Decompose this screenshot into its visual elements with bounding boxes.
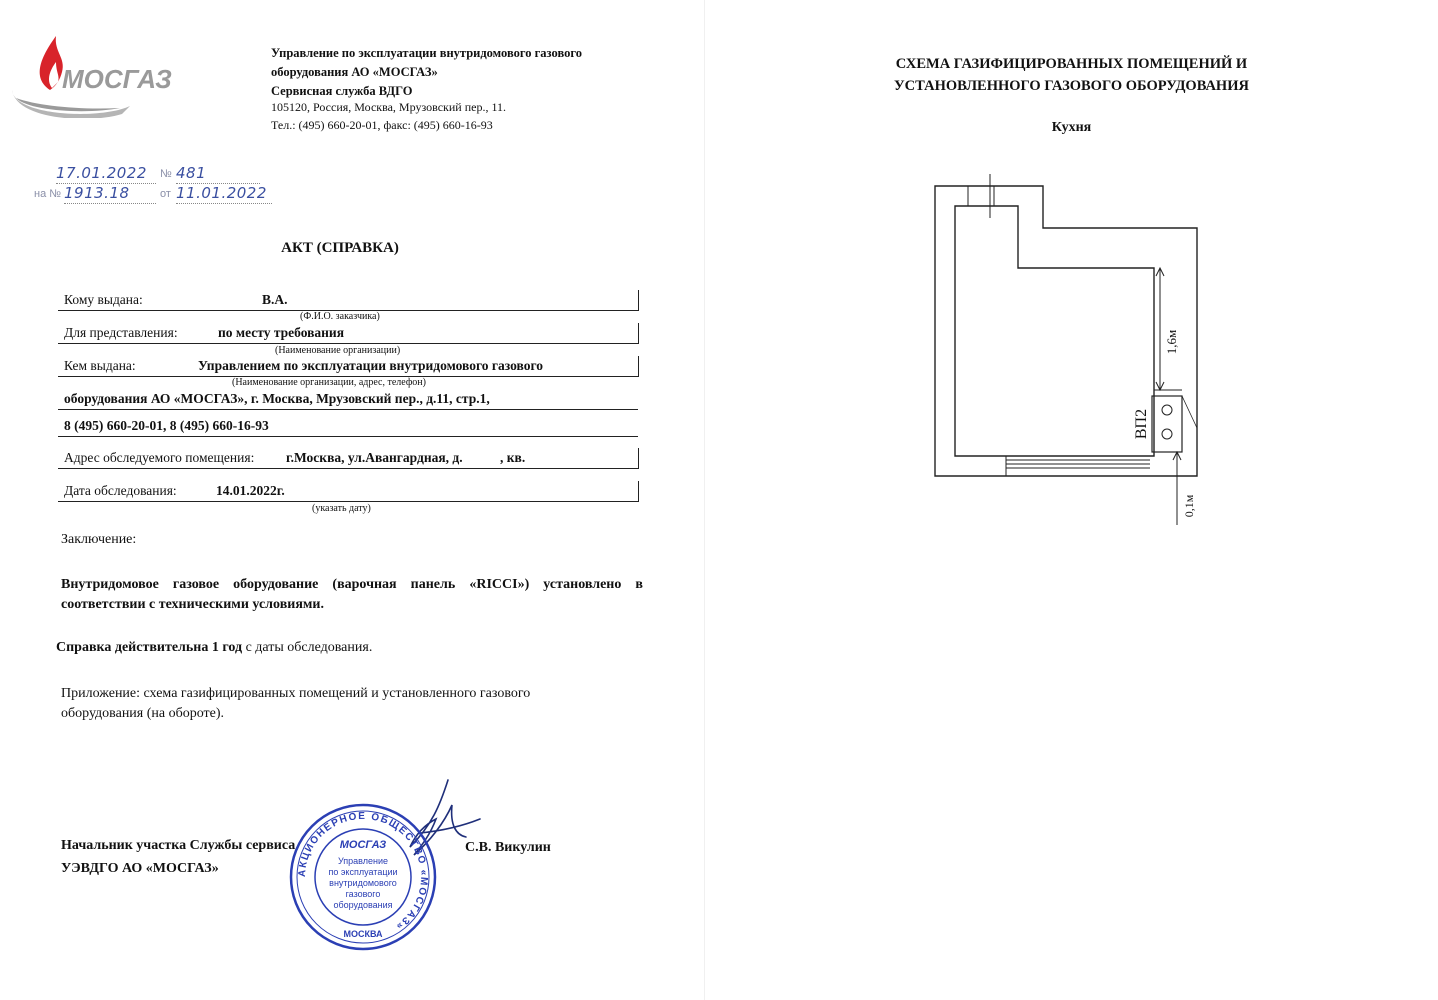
svg-text:МОСКВА: МОСКВА xyxy=(343,929,383,939)
ref-label: на № xyxy=(34,188,62,200)
issued-to-row xyxy=(58,290,639,311)
svg-text:АКЦИОНЕРНОЕ ОБЩЕСТВО «МОСГАЗ»: АКЦИОНЕРНОЕ ОБЩЕСТВО «МОСГАЗ» xyxy=(296,810,430,933)
purpose-label: Для представления: xyxy=(64,325,178,340)
address-label: Адрес обследуемого помещения: xyxy=(64,450,255,465)
svg-text:оборудования: оборудования xyxy=(333,900,393,910)
validity-rest: с даты обследования. xyxy=(242,640,373,655)
issuer-value-3: 8 (495) 660-20-01, 8 (495) 660-16-93 xyxy=(64,418,269,433)
ref-number-field xyxy=(64,184,156,204)
kitchen-floor-plan xyxy=(930,170,1210,530)
org-address: 105120, Россия, Москва, Мрузовский пер., 11. xyxy=(271,100,507,114)
scheme-title-1: СХЕМА ГАЗИФИЦИРОВАННЫХ ПОМЕЩЕНИЙ И xyxy=(895,56,1248,72)
svg-text:Управление: Управление xyxy=(337,856,389,866)
reg-number-field xyxy=(176,164,260,184)
date-row xyxy=(58,481,639,502)
address-apartment: , кв. xyxy=(500,450,526,465)
signer-title-2: УЭВДГО АО «МОСГАЗ» xyxy=(61,861,219,876)
room-name: Кухня xyxy=(1051,120,1092,135)
ref-date: 11.01.2022 xyxy=(176,184,267,202)
svg-text:МОСГАЗ: МОСГАЗ xyxy=(339,839,387,851)
svg-text:газового: газового xyxy=(345,889,381,899)
conclusion-text: Внутридомовое газовое оборудование (варочная панель «RICCI») установлено в соответствии с техническими условиями. xyxy=(61,577,643,612)
validity-bold: Справка действительна 1 год xyxy=(56,640,243,655)
official-stamp xyxy=(288,802,438,952)
dim-wall-label: 1,6м xyxy=(1164,329,1179,355)
issuer-row-3 xyxy=(58,416,638,437)
reg-date: 17.01.2022 xyxy=(56,164,147,182)
reg-date-field xyxy=(56,164,156,184)
purpose-value: по месту требования xyxy=(218,325,345,340)
appendix-line-2: оборудования (на обороте). xyxy=(61,706,225,721)
mosgaz-logo xyxy=(10,28,250,118)
appendix-line-1: Приложение: схема газифицированных помещений и установленного газового xyxy=(61,686,531,701)
issuer-row xyxy=(58,356,639,377)
reg-number-label: № xyxy=(160,168,172,180)
validity-note xyxy=(56,638,372,658)
org-line-1: Управление по эксплуатации внутридомового газового xyxy=(271,46,582,60)
scheme-title-2: УСТАНОВЛЕННОГО ГАЗОВОГО ОБОРУДОВАНИЯ xyxy=(894,78,1249,94)
svg-text:по эксплуатации: по эксплуатации xyxy=(328,867,398,877)
issued-to-hint: (Ф.И.О. заказчика) xyxy=(300,311,380,322)
address-row xyxy=(58,448,639,469)
svg-text:внутридомового: внутридомового xyxy=(329,878,397,888)
org-phones: Тел.: (495) 660-20-01, факс: (495) 660-16-93 xyxy=(271,118,493,132)
purpose-row xyxy=(58,323,639,344)
scheme-page xyxy=(705,0,1438,1000)
issuer-value-1: Управлением по эксплуатации внутридомового газового xyxy=(198,358,544,373)
service-name: Сервисная служба ВДГО xyxy=(271,84,413,98)
issued-to-value: В.А. xyxy=(262,292,288,307)
signer-title-1: Начальник участка Службы сервиса xyxy=(61,838,296,853)
date-label: Дата обследования: xyxy=(64,483,177,498)
issuer-hint: (Наименование организации, адрес, телефон) xyxy=(232,377,426,388)
issuer-label: Кем выдана: xyxy=(64,358,136,373)
act-page xyxy=(0,0,705,1000)
issued-to-label: Кому выдана: xyxy=(64,292,143,307)
issuer-value-2: оборудования АО «МОСГАЗ», г. Москва, Мрузовский пер., д.11, стр.1, xyxy=(64,391,490,406)
conclusion-label: Заключение: xyxy=(61,532,137,547)
signer-name: С.В. Викулин xyxy=(465,840,551,855)
svg-text:МОСГАЗ: МОСГАЗ xyxy=(62,64,172,94)
purpose-hint: (Наименование организации) xyxy=(275,345,401,356)
act-title: АКТ (СПРАВКА) xyxy=(281,240,399,256)
reg-number: 481 xyxy=(176,164,207,182)
stove-label: ВП2 xyxy=(1133,408,1150,440)
date-hint: (указать дату) xyxy=(312,503,371,514)
ref-number: 1913.18 xyxy=(64,184,130,202)
ref-date-field xyxy=(176,184,272,204)
org-line-2: оборудования АО «МОСГАЗ» xyxy=(271,65,438,79)
ref-from-label: от xyxy=(160,188,171,200)
date-value: 14.01.2022г. xyxy=(216,483,285,498)
dim-gap-label: 0,1м xyxy=(1182,494,1196,518)
issuer-row-2 xyxy=(58,389,638,410)
address-value: г.Москва, ул.Авангардная, д. xyxy=(286,450,463,465)
